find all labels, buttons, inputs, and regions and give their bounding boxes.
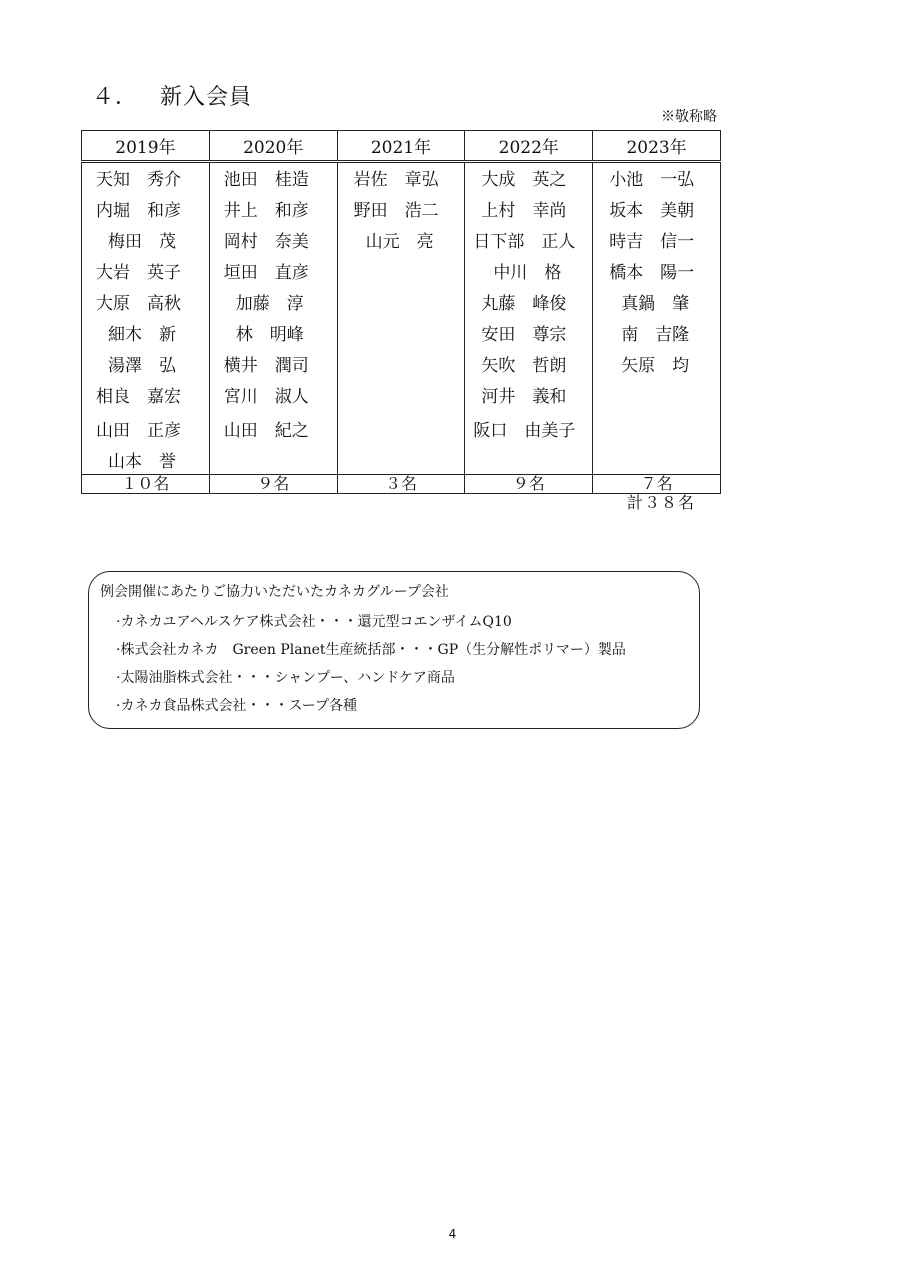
- section-heading: [92, 80, 252, 111]
- member-name: 丸藤 峰俊: [481, 294, 567, 314]
- page-number: 4: [448, 1227, 457, 1241]
- member-name: 山田 紀之: [223, 421, 309, 441]
- member-name: 大岩 英子: [96, 263, 181, 283]
- year-header: 2019年: [82, 131, 210, 162]
- member-name: 林 明峰: [235, 325, 304, 345]
- member-name: 山元 亮: [365, 232, 434, 252]
- member-count: １０名: [82, 475, 210, 494]
- member-name: 安田 尊宗: [481, 325, 567, 345]
- member-name: 山田 正彦: [96, 421, 181, 441]
- member-count: ９名: [465, 475, 593, 494]
- member-name: 細木 新: [108, 325, 176, 345]
- member-name: 上村 幸尚: [481, 201, 567, 221]
- member-name: 大成 英之: [481, 170, 567, 190]
- member-name: 山本 誉: [108, 452, 176, 472]
- member-count: ３名: [337, 475, 465, 494]
- member-name: 日下部 正人: [473, 232, 576, 252]
- cooperation-item: ·カネカユアヘルスケア株式会社・・・還元型コエンザイムQ10: [116, 614, 512, 630]
- honorific-note: ※敬称略: [661, 109, 717, 125]
- year-header: 2021年: [337, 131, 465, 162]
- member-name: 野田 浩二: [353, 201, 439, 221]
- member-name: 時吉 信一: [609, 232, 695, 252]
- names-column-2021: [337, 162, 465, 475]
- names-column-2020: [209, 162, 337, 475]
- names-column-2022: [465, 162, 593, 475]
- section-number: ４．: [92, 85, 139, 110]
- cooperation-item: ·太陽油脂株式会社・・・シャンプー、ハンドケア商品: [116, 670, 455, 686]
- member-name: 矢吹 哲朗: [481, 356, 567, 376]
- member-count: ９名: [209, 475, 337, 494]
- member-name: 南 吉隆: [621, 325, 690, 345]
- member-name: 中川 格: [493, 263, 562, 283]
- member-name: 横井 潤司: [223, 356, 309, 376]
- member-name: 天知 秀介: [96, 170, 181, 190]
- member-name: 井上 和彦: [223, 201, 309, 221]
- cooperation-item: ·株式会社カネカ Green Planet生産統括部・・・GP（生分解性ポリマー）製品: [116, 642, 626, 658]
- names-column-2023: [593, 162, 721, 475]
- names-column-2019: [82, 162, 210, 475]
- member-name: 阪口 由美子: [473, 421, 576, 441]
- member-name: 湯澤 弘: [108, 356, 176, 376]
- member-name: 内堀 和彦: [96, 201, 181, 221]
- member-name: 大原 高秋: [96, 294, 181, 314]
- member-name: 岩佐 章弘: [353, 170, 439, 190]
- new-members-table: [81, 130, 721, 494]
- section-title: 新入会員: [160, 85, 253, 110]
- cooperation-title: 例会開催にあたりご協力いただいたカネカグループ会社: [100, 584, 449, 600]
- member-name: 相良 嘉宏: [96, 387, 181, 407]
- member-name: 池田 桂造: [223, 170, 309, 190]
- member-name: 坂本 美朝: [609, 201, 695, 221]
- member-name: 垣田 直彦: [223, 263, 309, 283]
- year-header: 2020年: [209, 131, 337, 162]
- member-name: 矢原 均: [621, 356, 690, 376]
- member-name: 加藤 淳: [235, 294, 304, 314]
- member-name: 橋本 陽一: [609, 263, 695, 283]
- member-name: 梅田 茂: [108, 232, 176, 252]
- member-name: 岡村 奈美: [223, 232, 309, 252]
- member-name: 宮川 淑人: [223, 387, 309, 407]
- member-name: 河井 義和: [481, 387, 567, 407]
- member-name: 真鍋 肇: [621, 294, 690, 314]
- year-header: 2022年: [465, 131, 593, 162]
- member-count: ７名: [593, 475, 721, 494]
- year-header: 2023年: [593, 131, 721, 162]
- year-header-row: [82, 131, 721, 162]
- total-count: 計３８名: [626, 493, 695, 512]
- names-row: [82, 162, 721, 475]
- member-name: 小池 一弘: [609, 170, 695, 190]
- cooperation-item: ·カネカ食品株式会社・・・スープ各種: [116, 698, 358, 714]
